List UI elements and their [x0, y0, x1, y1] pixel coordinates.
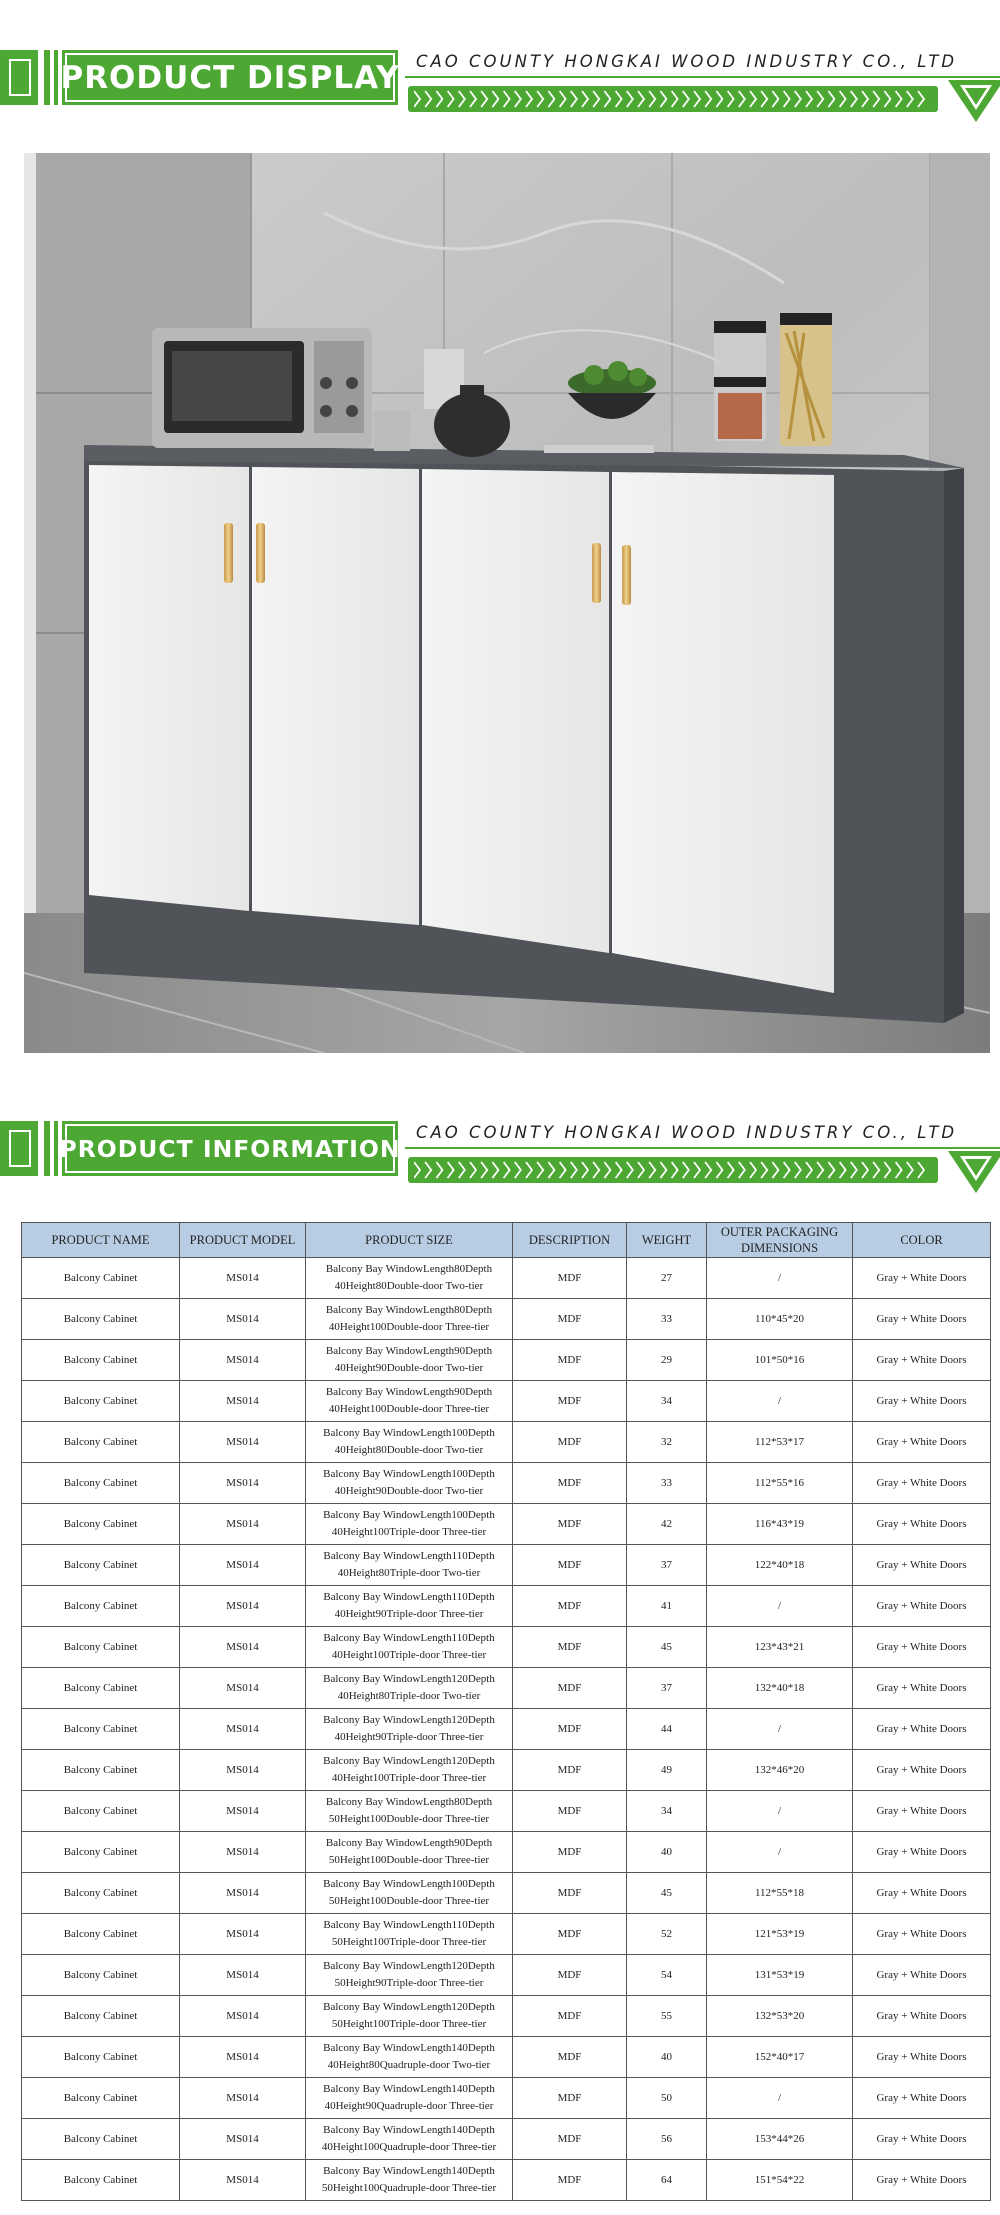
cell-product-name: Balcony Cabinet	[22, 1668, 180, 1709]
cell-product-size: Balcony Bay WindowLength140Depth 40Height90Quadruple-door Three-tier	[306, 2078, 513, 2119]
cell-weight: 40	[627, 1832, 707, 1873]
cell-color: Gray + White Doors	[853, 2037, 991, 2078]
table-row	[22, 1668, 991, 1709]
cell-color: Gray + White Doors	[853, 1832, 991, 1873]
cell-color: Gray + White Doors	[853, 1545, 991, 1586]
cell-outer-packaging: /	[707, 1791, 853, 1832]
table-row	[22, 1545, 991, 1586]
banner-divider-line	[405, 1147, 1000, 1149]
cell-description: MDF	[513, 1914, 627, 1955]
cell-weight: 45	[627, 1627, 707, 1668]
cell-product-name: Balcony Cabinet	[22, 1545, 180, 1586]
cell-description: MDF	[513, 1422, 627, 1463]
cell-color: Gray + White Doors	[853, 1504, 991, 1545]
cell-color: Gray + White Doors	[853, 1668, 991, 1709]
cell-product-size: Balcony Bay WindowLength90Depth 40Height100Double-door Three-tier	[306, 1381, 513, 1422]
cell-product-size: Balcony Bay WindowLength100Depth 40Height80Double-door Two-tier	[306, 1422, 513, 1463]
cell-weight: 29	[627, 1340, 707, 1381]
cell-weight: 32	[627, 1422, 707, 1463]
cell-color: Gray + White Doors	[853, 1873, 991, 1914]
cell-weight: 54	[627, 1955, 707, 1996]
cell-product-name: Balcony Cabinet	[22, 1627, 180, 1668]
cell-weight: 64	[627, 2160, 707, 2201]
cell-product-size: Balcony Bay WindowLength90Depth 50Height100Double-door Three-tier	[306, 1832, 513, 1873]
cell-product-name: Balcony Cabinet	[22, 1914, 180, 1955]
product-info-table	[21, 1222, 991, 2201]
cell-product-name: Balcony Cabinet	[22, 1340, 180, 1381]
section-title: PRODUCT DISPLAY	[60, 59, 400, 96]
cell-weight: 41	[627, 1586, 707, 1627]
cell-product-model: MS014	[180, 1873, 306, 1914]
cell-product-size: Balcony Bay WindowLength120Depth 40Height80Triple-door Two-tier	[306, 1668, 513, 1709]
cell-description: MDF	[513, 2160, 627, 2201]
cell-description: MDF	[513, 1545, 627, 1586]
cell-product-name: Balcony Cabinet	[22, 1709, 180, 1750]
cell-description: MDF	[513, 1381, 627, 1422]
cell-product-model: MS014	[180, 1750, 306, 1791]
cell-weight: 33	[627, 1463, 707, 1504]
cell-description: MDF	[513, 2037, 627, 2078]
table-row	[22, 1627, 991, 1668]
cell-color: Gray + White Doors	[853, 2119, 991, 2160]
cell-product-name: Balcony Cabinet	[22, 1873, 180, 1914]
cell-color: Gray + White Doors	[853, 1996, 991, 2037]
cell-weight: 37	[627, 1545, 707, 1586]
table-row	[22, 1340, 991, 1381]
cell-product-model: MS014	[180, 1422, 306, 1463]
cell-product-size: Balcony Bay WindowLength90Depth 40Height90Double-door Two-tier	[306, 1340, 513, 1381]
cell-description: MDF	[513, 1832, 627, 1873]
cell-color: Gray + White Doors	[853, 1627, 991, 1668]
chevron-strip-ornament	[408, 86, 938, 112]
cell-product-model: MS014	[180, 1381, 306, 1422]
table-row	[22, 1381, 991, 1422]
cell-product-model: MS014	[180, 2037, 306, 2078]
cell-color: Gray + White Doors	[853, 1258, 991, 1299]
table-row	[22, 1299, 991, 1340]
cell-weight: 55	[627, 1996, 707, 2037]
banner-bar-ornament	[54, 1121, 58, 1176]
table-row	[22, 1955, 991, 1996]
cell-description: MDF	[513, 1955, 627, 1996]
cell-outer-packaging: /	[707, 1709, 853, 1750]
cell-product-name: Balcony Cabinet	[22, 1791, 180, 1832]
cell-product-name: Balcony Cabinet	[22, 1258, 180, 1299]
cell-product-name: Balcony Cabinet	[22, 1750, 180, 1791]
cell-weight: 27	[627, 1258, 707, 1299]
cell-product-model: MS014	[180, 1791, 306, 1832]
banner-bar-ornament	[44, 50, 50, 105]
cell-color: Gray + White Doors	[853, 1914, 991, 1955]
cell-color: Gray + White Doors	[853, 1791, 991, 1832]
cell-product-size: Balcony Bay WindowLength110Depth 40Height100Triple-door Three-tier	[306, 1627, 513, 1668]
cell-product-name: Balcony Cabinet	[22, 2119, 180, 2160]
cell-product-size: Balcony Bay WindowLength100Depth 40Height90Double-door Two-tier	[306, 1463, 513, 1504]
table-row	[22, 2160, 991, 2201]
product-display-banner	[0, 42, 1000, 128]
cell-product-model: MS014	[180, 1996, 306, 2037]
column-header-outer-packaging: OUTER PACKAGING DIMENSIONS	[707, 1223, 853, 1258]
banner-title-box	[62, 50, 398, 105]
cell-outer-packaging: /	[707, 1832, 853, 1873]
cell-outer-packaging: 110*45*20	[707, 1299, 853, 1340]
cell-color: Gray + White Doors	[853, 1463, 991, 1504]
cell-color: Gray + White Doors	[853, 2078, 991, 2119]
cell-description: MDF	[513, 1627, 627, 1668]
cell-product-model: MS014	[180, 1463, 306, 1504]
company-name: CAO COUNTY HONGKAI WOOD INDUSTRY CO., LTD	[416, 1123, 958, 1142]
table-row	[22, 1750, 991, 1791]
cell-product-name: Balcony Cabinet	[22, 1955, 180, 1996]
cell-color: Gray + White Doors	[853, 1750, 991, 1791]
banner-divider-line	[405, 76, 1000, 78]
cell-product-size: Balcony Bay WindowLength110Depth 40Height90Triple-door Three-tier	[306, 1586, 513, 1627]
cell-product-model: MS014	[180, 1832, 306, 1873]
table-row	[22, 1586, 991, 1627]
cell-product-size: Balcony Bay WindowLength140Depth 40Height80Quadruple-door Two-tier	[306, 2037, 513, 2078]
cell-product-model: MS014	[180, 1299, 306, 1340]
cell-outer-packaging: 112*55*18	[707, 1873, 853, 1914]
table-row	[22, 2119, 991, 2160]
cell-description: MDF	[513, 1750, 627, 1791]
cell-product-model: MS014	[180, 1955, 306, 1996]
cell-product-name: Balcony Cabinet	[22, 1463, 180, 1504]
cell-color: Gray + White Doors	[853, 1340, 991, 1381]
cell-outer-packaging: 112*53*17	[707, 1422, 853, 1463]
cell-product-name: Balcony Cabinet	[22, 2037, 180, 2078]
cell-product-model: MS014	[180, 1545, 306, 1586]
cell-product-model: MS014	[180, 2078, 306, 2119]
cell-product-name: Balcony Cabinet	[22, 1996, 180, 2037]
column-header-color: COLOR	[853, 1223, 991, 1258]
cell-product-name: Balcony Cabinet	[22, 2078, 180, 2119]
product-info-table-wrap	[21, 1222, 990, 2201]
cell-weight: 34	[627, 1381, 707, 1422]
table-row	[22, 1463, 991, 1504]
cell-product-size: Balcony Bay WindowLength140Depth 50Height100Quadruple-door Three-tier	[306, 2160, 513, 2201]
cell-product-size: Balcony Bay WindowLength100Depth 40Height100Triple-door Three-tier	[306, 1504, 513, 1545]
table-row	[22, 1914, 991, 1955]
cell-color: Gray + White Doors	[853, 1955, 991, 1996]
table-row	[22, 1996, 991, 2037]
cell-product-size: Balcony Bay WindowLength120Depth 50Height100Triple-door Three-tier	[306, 1996, 513, 2037]
table-row	[22, 1791, 991, 1832]
product-information-banner	[0, 1113, 1000, 1199]
cell-outer-packaging: 131*53*19	[707, 1955, 853, 1996]
chevron-strip-ornament	[408, 1157, 938, 1183]
cell-weight: 56	[627, 2119, 707, 2160]
table-body	[22, 1258, 991, 2201]
cell-outer-packaging: 116*43*19	[707, 1504, 853, 1545]
cell-product-size: Balcony Bay WindowLength110Depth 50Height100Triple-door Three-tier	[306, 1914, 513, 1955]
table-row	[22, 2037, 991, 2078]
cell-outer-packaging: 132*53*20	[707, 1996, 853, 2037]
cell-weight: 50	[627, 2078, 707, 2119]
cell-description: MDF	[513, 2078, 627, 2119]
cell-weight: 52	[627, 1914, 707, 1955]
cell-weight: 33	[627, 1299, 707, 1340]
cell-weight: 34	[627, 1791, 707, 1832]
cell-color: Gray + White Doors	[853, 1299, 991, 1340]
cell-color: Gray + White Doors	[853, 2160, 991, 2201]
cell-description: MDF	[513, 1873, 627, 1914]
cell-weight: 45	[627, 1873, 707, 1914]
cell-product-size: Balcony Bay WindowLength80Depth 40Height80Double-door Two-tier	[306, 1258, 513, 1299]
cell-product-model: MS014	[180, 2160, 306, 2201]
column-header-product-size: PRODUCT SIZE	[306, 1223, 513, 1258]
cell-product-name: Balcony Cabinet	[22, 1422, 180, 1463]
cell-description: MDF	[513, 1996, 627, 2037]
product-photo	[24, 153, 990, 1053]
banner-title-box	[59, 1121, 401, 1176]
check-mark-ornament	[948, 80, 1000, 122]
cell-description: MDF	[513, 1299, 627, 1340]
table-row	[22, 2078, 991, 2119]
cell-description: MDF	[513, 1791, 627, 1832]
banner-square-ornament	[0, 1121, 38, 1176]
cell-product-name: Balcony Cabinet	[22, 1586, 180, 1627]
banner-bar-ornament	[54, 50, 58, 105]
table-row	[22, 1873, 991, 1914]
cell-outer-packaging: 153*44*26	[707, 2119, 853, 2160]
company-name: CAO COUNTY HONGKAI WOOD INDUSTRY CO., LTD	[416, 52, 958, 71]
column-header-product-model: PRODUCT MODEL	[180, 1223, 306, 1258]
cell-product-size: Balcony Bay WindowLength120Depth 40Height90Triple-door Three-tier	[306, 1709, 513, 1750]
cell-product-name: Balcony Cabinet	[22, 2160, 180, 2201]
cell-description: MDF	[513, 1586, 627, 1627]
cell-description: MDF	[513, 2119, 627, 2160]
cell-outer-packaging: 101*50*16	[707, 1340, 853, 1381]
cell-color: Gray + White Doors	[853, 1586, 991, 1627]
cell-outer-packaging: 132*40*18	[707, 1668, 853, 1709]
cell-description: MDF	[513, 1709, 627, 1750]
cell-weight: 49	[627, 1750, 707, 1791]
check-mark-ornament	[948, 1151, 1000, 1193]
cell-description: MDF	[513, 1668, 627, 1709]
cell-outer-packaging: 121*53*19	[707, 1914, 853, 1955]
cell-outer-packaging: 151*54*22	[707, 2160, 853, 2201]
column-header-product-name: PRODUCT NAME	[22, 1223, 180, 1258]
cell-description: MDF	[513, 1504, 627, 1545]
cell-weight: 37	[627, 1668, 707, 1709]
cell-color: Gray + White Doors	[853, 1422, 991, 1463]
cell-description: MDF	[513, 1258, 627, 1299]
cell-color: Gray + White Doors	[853, 1709, 991, 1750]
cell-product-size: Balcony Bay WindowLength140Depth 40Height100Quadruple-door Three-tier	[306, 2119, 513, 2160]
cell-product-model: MS014	[180, 1914, 306, 1955]
banner-square-ornament	[0, 50, 38, 105]
cell-outer-packaging: 122*40*18	[707, 1545, 853, 1586]
cell-product-model: MS014	[180, 2119, 306, 2160]
cell-outer-packaging: 132*46*20	[707, 1750, 853, 1791]
cell-product-size: Balcony Bay WindowLength80Depth 50Height100Double-door Three-tier	[306, 1791, 513, 1832]
cell-product-model: MS014	[180, 1258, 306, 1299]
cell-product-model: MS014	[180, 1340, 306, 1381]
cell-product-name: Balcony Cabinet	[22, 1832, 180, 1873]
cell-product-size: Balcony Bay WindowLength80Depth 40Height100Double-door Three-tier	[306, 1299, 513, 1340]
table-row	[22, 1258, 991, 1299]
table-row	[22, 1504, 991, 1545]
cell-color: Gray + White Doors	[853, 1381, 991, 1422]
cell-product-model: MS014	[180, 1627, 306, 1668]
column-header-weight: WEIGHT	[627, 1223, 707, 1258]
cell-product-size: Balcony Bay WindowLength120Depth 50Height90Triple-door Three-tier	[306, 1955, 513, 1996]
cell-product-model: MS014	[180, 1668, 306, 1709]
cell-product-model: MS014	[180, 1709, 306, 1750]
table-row	[22, 1709, 991, 1750]
cell-outer-packaging: /	[707, 1381, 853, 1422]
table-header-row	[22, 1223, 991, 1258]
cell-weight: 44	[627, 1709, 707, 1750]
cell-product-name: Balcony Cabinet	[22, 1381, 180, 1422]
cell-outer-packaging: 112*55*16	[707, 1463, 853, 1504]
cell-product-model: MS014	[180, 1586, 306, 1627]
cell-description: MDF	[513, 1340, 627, 1381]
cell-product-model: MS014	[180, 1504, 306, 1545]
cell-product-size: Balcony Bay WindowLength110Depth 40Height80Triple-door Two-tier	[306, 1545, 513, 1586]
cell-product-size: Balcony Bay WindowLength120Depth 40Height100Triple-door Three-tier	[306, 1750, 513, 1791]
cell-outer-packaging: /	[707, 1586, 853, 1627]
cell-product-name: Balcony Cabinet	[22, 1299, 180, 1340]
cell-description: MDF	[513, 1463, 627, 1504]
cell-outer-packaging: 152*40*17	[707, 2037, 853, 2078]
cell-outer-packaging: /	[707, 1258, 853, 1299]
cell-weight: 40	[627, 2037, 707, 2078]
cell-outer-packaging: 123*43*21	[707, 1627, 853, 1668]
cell-product-size: Balcony Bay WindowLength100Depth 50Height100Double-door Three-tier	[306, 1873, 513, 1914]
cell-outer-packaging: /	[707, 2078, 853, 2119]
cell-weight: 42	[627, 1504, 707, 1545]
column-header-description: DESCRIPTION	[513, 1223, 627, 1258]
table-row	[22, 1422, 991, 1463]
cell-product-name: Balcony Cabinet	[22, 1504, 180, 1545]
section-title: PRODUCT INFORMATION	[59, 1134, 401, 1163]
table-row	[22, 1832, 991, 1873]
banner-bar-ornament	[44, 1121, 50, 1176]
